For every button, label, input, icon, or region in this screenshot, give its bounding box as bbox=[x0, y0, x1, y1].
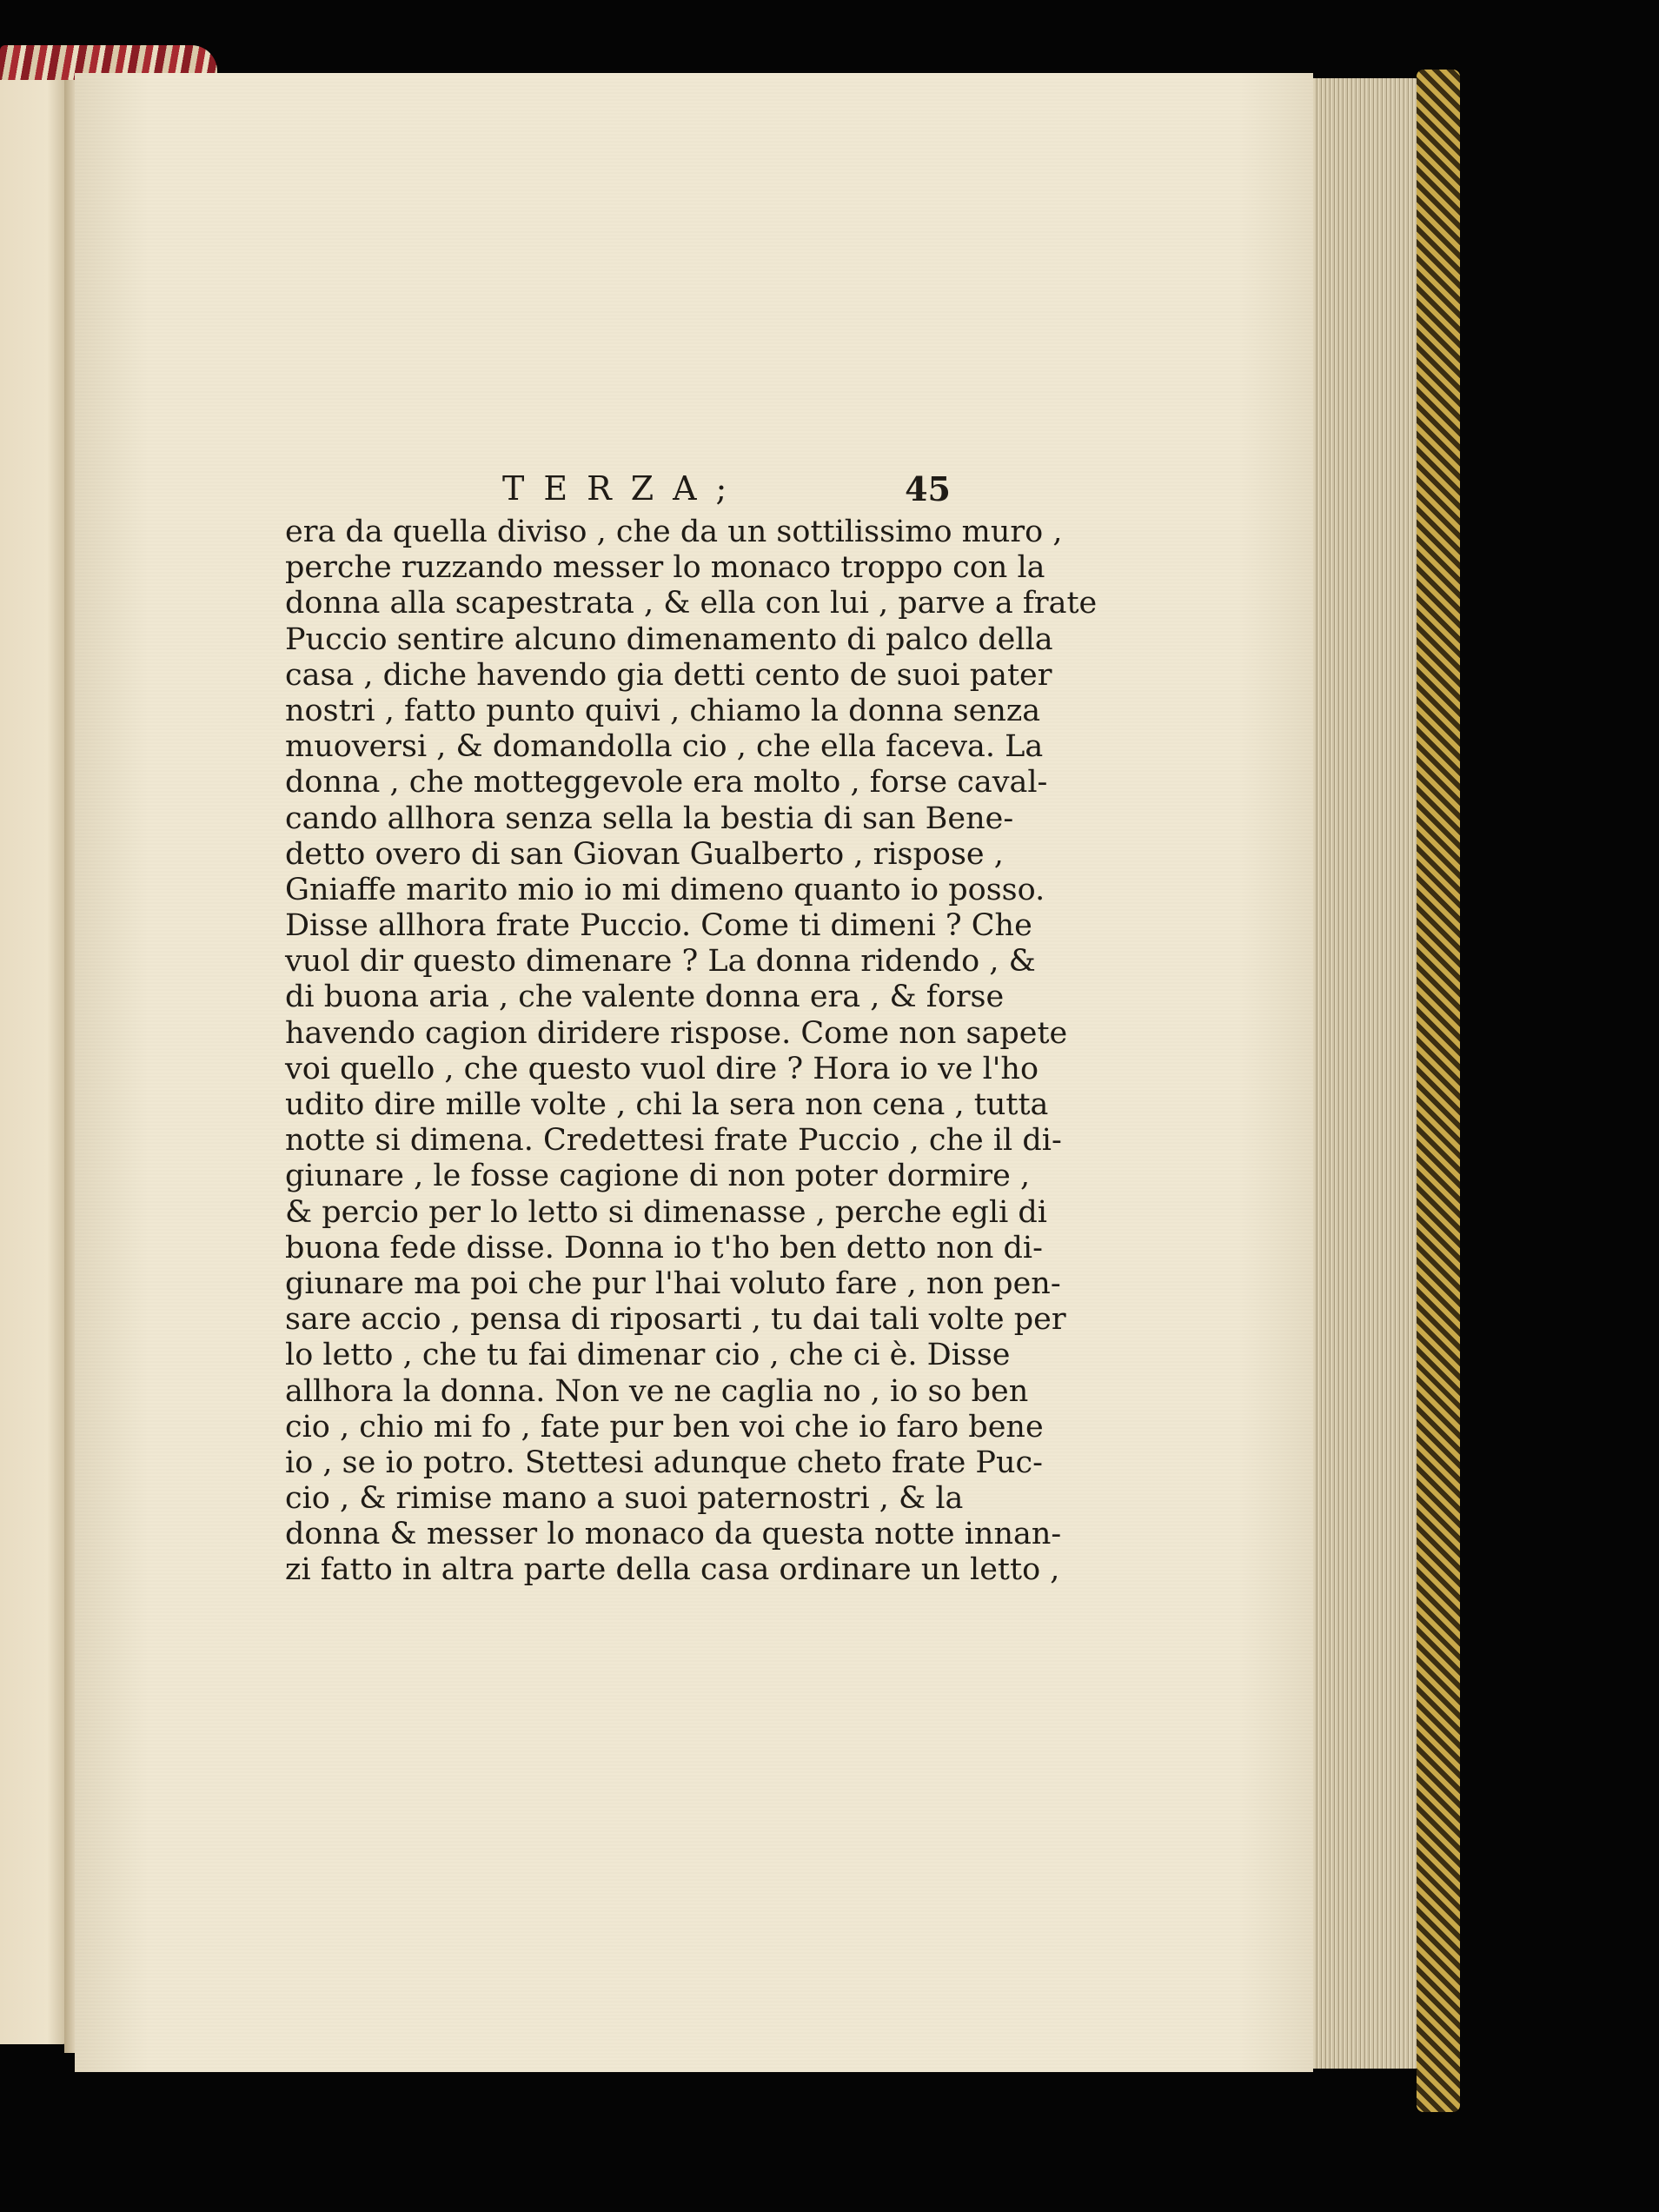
text-line: di buona aria , che valente donna era , & forse bbox=[285, 980, 1005, 1015]
text-line: cio , chio mi fo , fate pur ben voi che io faro bene bbox=[285, 1409, 1044, 1445]
text-line: sare accio , pensa di riposarti , tu dai tali volte per bbox=[285, 1302, 1066, 1338]
text-line: donna & messer lo monaco da questa notte innan- bbox=[285, 1517, 1062, 1552]
text-line: lo letto , che tu fai dimenar cio , che ci è. Disse bbox=[285, 1338, 1011, 1373]
text-line: era da quella diviso , che da un sottilissimo muro , bbox=[285, 515, 1063, 549]
running-head-title: TERZA; bbox=[502, 469, 747, 508]
text-line: Puccio sentire alcuno dimenamento di palco della bbox=[285, 621, 1053, 657]
text-line: voi quello , che questo vuol dire ? Hora io ve l'ho bbox=[285, 1051, 1039, 1086]
text-line: perche ruzzando messer lo monaco troppo con la bbox=[285, 550, 1045, 586]
text-line: detto overo di san Giovan Gualberto , rispose , bbox=[285, 836, 1004, 872]
text-line: vuol dir questo dimenare ? La donna ridendo , & bbox=[285, 944, 1036, 980]
body-text bbox=[285, 515, 1098, 1589]
text-line: Gniaffe marito mio io mi dimeno quanto io posso. bbox=[285, 872, 1045, 907]
text-block bbox=[285, 466, 1098, 1589]
text-line: casa , diche havendo gia detti cento de suoi pater bbox=[285, 657, 1052, 693]
text-line: & percio per lo letto si dimenasse , perche egli di bbox=[285, 1194, 1047, 1230]
running-head bbox=[285, 466, 951, 515]
text-line: giunare , le fosse cagione di non poter dormire , bbox=[285, 1159, 1031, 1194]
text-line: io , se io potro. Stettesi adunque cheto frate Puc- bbox=[285, 1445, 1043, 1480]
text-line: cio , & rimise mano a suoi paternostri , & la bbox=[285, 1481, 964, 1517]
text-line: havendo cagion diridere rispose. Come non sapete bbox=[285, 1015, 1068, 1051]
left-page-edge bbox=[0, 80, 68, 2044]
page-fore-edge bbox=[1311, 78, 1423, 2069]
text-line: zi fatto in altra parte della casa ordinare un letto , bbox=[285, 1552, 1060, 1588]
text-line: udito dire mille volte , chi la sera non cena , tutta bbox=[285, 1087, 1049, 1122]
text-line: allhora la donna. Non ve ne caglia no , io so ben bbox=[285, 1373, 1029, 1409]
text-line: nostri , fatto punto quivi , chiamo la donna senza bbox=[285, 693, 1041, 728]
text-line: muoversi , & domandolla cio , che ella faceva. La bbox=[285, 729, 1044, 765]
gilt-edge-binding bbox=[1417, 70, 1460, 2112]
text-line: cando allhora senza sella la bestia di san Bene- bbox=[285, 800, 1014, 836]
text-line: donna , che motteggevole era molto , forse caval- bbox=[285, 765, 1048, 800]
text-line: Disse allhora frate Puccio. Come ti dimeni ? Che bbox=[285, 908, 1032, 944]
text-line: buona fede disse. Donna io t'ho ben detto non di- bbox=[285, 1230, 1043, 1265]
text-line: giunare ma poi che pur l'hai voluto fare , non pen- bbox=[285, 1265, 1061, 1301]
text-line: donna alla scapestrata , & ella con lui , parve a frate bbox=[285, 586, 1098, 621]
text-line: notte si dimena. Credettesi frate Puccio , che il di- bbox=[285, 1123, 1062, 1159]
page-number: 45 bbox=[905, 469, 951, 508]
